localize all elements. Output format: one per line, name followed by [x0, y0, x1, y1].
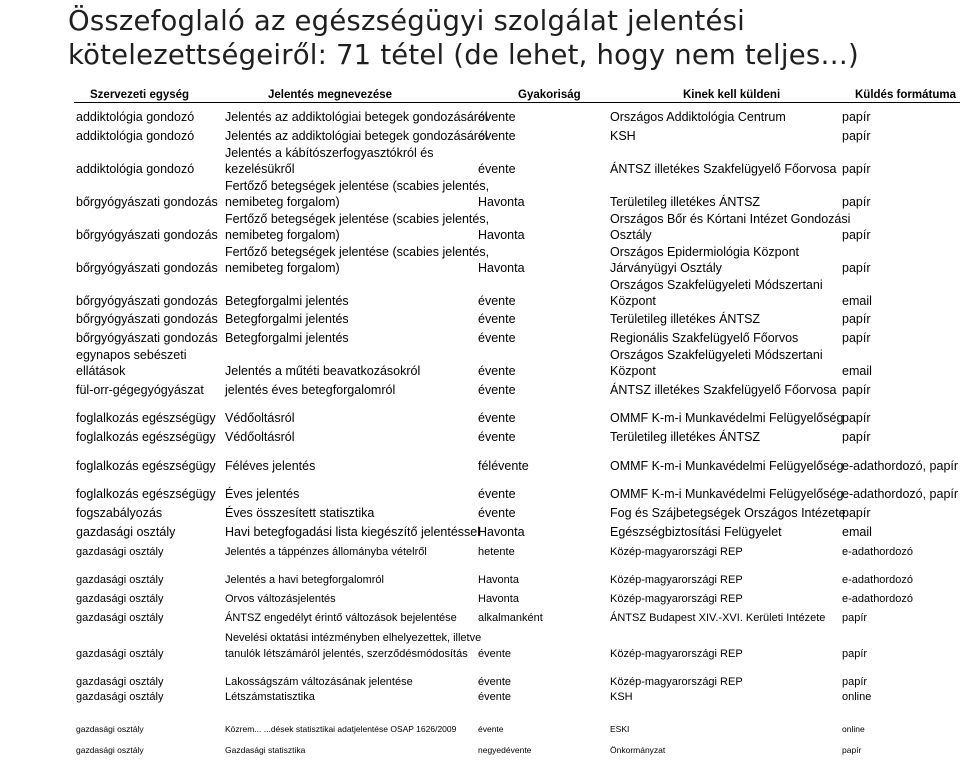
table-cell: [76, 293, 218, 309]
cell-line: évente: [478, 331, 516, 345]
cell-line: tanulók létszámáról jelentés, szerződésmódosítás: [225, 648, 468, 660]
cell-line: Havonta: [478, 228, 525, 242]
cell-line: Járványügyi Osztály: [610, 261, 722, 275]
table-cell: [610, 505, 846, 521]
cell-line: Védőoltásról: [225, 430, 295, 444]
cell-line: gazdasági osztály: [76, 612, 164, 624]
cell-line: Féléves jelentés: [225, 459, 316, 473]
cell-line: Országos Epidermiológia Központ: [610, 245, 799, 259]
cell-line: Nevelési oktatási intézményben elhelyezettek, illetve: [225, 632, 482, 644]
cell-line: Havonta: [478, 195, 525, 209]
table-cell: [76, 646, 163, 662]
table-cell: [610, 347, 823, 379]
header-divider: [74, 102, 960, 103]
cell-line: addiktológia gondozó: [76, 110, 195, 124]
table-cell: [225, 178, 489, 210]
cell-line: Országos Szakfelügyeleti Módszertani: [610, 348, 823, 362]
table-cell: [478, 429, 516, 445]
cell-line: évente: [478, 383, 516, 397]
cell-line: Fertőző betegségek jelentése (scabies jelentés,: [225, 245, 490, 259]
cell-line: Központ: [610, 364, 656, 378]
cell-line: Havonta: [478, 525, 525, 539]
cell-line: Jelentés a műtéti beavatkozásokról: [225, 364, 421, 378]
cell-line: papír: [842, 312, 871, 326]
cell-line: Közrem... ...dések statisztikai adatjelentése OSAP 1626/2009: [225, 724, 457, 734]
cell-line: évente: [478, 110, 516, 124]
table-cell: [842, 689, 871, 705]
cell-line: bőrgyógyászati gondozás: [76, 312, 218, 326]
cell-line: nemibeteg forgalom): [225, 261, 340, 275]
cell-line: évente: [478, 430, 516, 444]
cell-line: OMMF K-m-i Munkavédelmi Felügyelőség: [610, 487, 844, 501]
cell-line: jelentés éves betegforgalomról: [225, 383, 396, 397]
cell-line: Központ: [610, 294, 656, 308]
table-cell: [76, 382, 204, 398]
table-cell: [610, 244, 799, 276]
table-cell: [610, 382, 836, 398]
table-cell: [478, 458, 529, 474]
cell-line: gazdasági osztály: [76, 691, 164, 703]
table-cell: [478, 311, 516, 327]
table-cell: [478, 227, 525, 243]
table-cell: [76, 161, 194, 177]
cell-line: évente: [478, 162, 516, 176]
cell-line: gazdasági osztály: [76, 724, 144, 734]
table-cell: [225, 429, 295, 445]
header-recipient: Kinek kell küldeni: [683, 89, 781, 101]
cell-line: egynapos sebészeti: [76, 348, 187, 362]
cell-line: évente: [478, 691, 512, 703]
table-cell: [76, 610, 163, 626]
table-cell: [842, 161, 871, 177]
cell-line: félévente: [478, 459, 529, 473]
cell-line: papír: [842, 745, 862, 755]
cell-line: negyedévente: [478, 745, 532, 755]
cell-line: évente: [478, 364, 516, 378]
cell-line: papír: [842, 430, 871, 444]
cell-line: papír: [842, 162, 871, 176]
cell-line: online: [842, 691, 872, 703]
cell-line: Fertőző betegségek jelentése (scabies jelentés,: [225, 212, 490, 226]
cell-line: e-adathordozó: [842, 574, 913, 586]
cell-line: Közép-magyarországi REP: [610, 574, 743, 586]
table-cell: [225, 724, 456, 734]
table-cell: [610, 724, 629, 734]
title-line-1: Összefoglaló az egészségügyi szolgálat jelentési: [68, 5, 746, 37]
cell-line: kezelésükről: [225, 162, 295, 176]
cell-line: Jelentés a táppénzes állományba vételről: [225, 546, 427, 558]
cell-line: bőrgyógyászati gondozás: [76, 261, 218, 275]
cell-line: bőrgyógyászati gondozás: [76, 294, 218, 308]
table-cell: [76, 410, 216, 426]
table-cell: [842, 109, 871, 125]
table-cell: [76, 109, 194, 125]
cell-line: Havonta: [478, 593, 519, 605]
table-cell: [610, 458, 843, 474]
cell-line: Területileg illetékes ÁNTSZ: [610, 195, 761, 209]
cell-line: évente: [478, 312, 516, 326]
table-cell: [225, 674, 413, 690]
cell-line: évente: [478, 411, 516, 425]
cell-line: évente: [478, 129, 516, 143]
table-cell: [842, 293, 872, 309]
table-cell: [478, 410, 516, 426]
table-cell: [225, 244, 489, 276]
cell-line: Önkormányzat: [610, 745, 666, 755]
cell-line: Egészségbiztosítási Felügyelet: [610, 525, 782, 539]
table-cell: [76, 227, 218, 243]
table-cell: [225, 591, 336, 607]
table-cell: [76, 128, 194, 144]
cell-line: papír: [842, 411, 871, 425]
table-cell: [842, 674, 867, 690]
table-cell: [76, 572, 163, 588]
cell-line: Területileg illetékes ÁNTSZ: [610, 430, 761, 444]
cell-line: gazdasági osztály: [76, 676, 164, 688]
cell-line: fogszabályozás: [76, 506, 163, 520]
table-cell: [610, 486, 843, 502]
cell-line: KSH: [610, 691, 633, 703]
table-cell: [610, 311, 760, 327]
cell-line: ESKI: [610, 724, 630, 734]
table-cell: [478, 330, 516, 346]
cell-line: Gazdasági statisztika: [225, 745, 306, 755]
table-cell: [842, 544, 913, 560]
table-cell: [478, 505, 516, 521]
cell-line: Betegforgalmi jelentés: [225, 294, 349, 308]
table-cell: [225, 330, 349, 346]
table-cell: [478, 363, 516, 379]
table-cell: [225, 145, 433, 177]
table-cell: [225, 630, 481, 662]
cell-line: papír: [842, 129, 871, 143]
table-cell: [76, 429, 216, 445]
title-line-2: kötelezettségeiről: 71 tétel (de lehet, hogy nem teljes…): [68, 39, 859, 71]
table-cell: [225, 544, 427, 560]
cell-line: OMMF K-m-i Munkavédelmi Felügyelőség: [610, 459, 844, 473]
cell-line: Fertőző betegségek jelentése (scabies jelentés,: [225, 179, 490, 193]
table-cell: [225, 109, 488, 125]
cell-line: hetente: [478, 546, 515, 558]
table-cell: [842, 260, 871, 276]
cell-line: e-adathordozó: [842, 546, 913, 558]
table-cell: [842, 410, 871, 426]
table-cell: [610, 544, 743, 560]
cell-line: Területileg illetékes ÁNTSZ: [610, 312, 761, 326]
table-cell: [76, 260, 218, 276]
cell-line: papír: [842, 195, 871, 209]
cell-line: Létszámstatisztika: [225, 691, 315, 703]
table-cell: [610, 524, 782, 540]
cell-line: Fog és Szájbetegségek Országos Intézete: [610, 506, 846, 520]
table-cell: [225, 382, 395, 398]
table-cell: [225, 211, 489, 243]
table-cell: [842, 382, 871, 398]
table-cell: [842, 505, 871, 521]
cell-line: online: [842, 724, 865, 734]
table-cell: [478, 128, 516, 144]
table-cell: [478, 293, 516, 309]
cell-line: évente: [478, 724, 504, 734]
table-cell: [76, 347, 187, 379]
cell-line: e-adathordozó, papír: [842, 487, 959, 501]
table-cell: [842, 591, 913, 607]
page-title: [68, 4, 948, 72]
cell-line: ÁNTSZ illetékes Szakfelügyelő Főorvosa: [610, 162, 837, 176]
table-cell: [225, 689, 315, 705]
header-format: Küldés formátuma: [855, 89, 956, 101]
table-cell: [225, 524, 480, 540]
table-cell: [478, 544, 515, 560]
cell-line: papír: [842, 648, 868, 660]
cell-line: Regionális Szakfelügyelő Főorvos: [610, 331, 799, 345]
table-cell: [478, 674, 511, 690]
cell-line: Orvos változásjelentés: [225, 593, 336, 605]
header-frequency: Gyakoriság: [518, 89, 581, 101]
cell-line: foglalkozás egészségügy: [76, 487, 216, 501]
cell-line: Betegforgalmi jelentés: [225, 331, 349, 345]
cell-line: ÁNTSZ engedélyt érintő változások bejelentése: [225, 612, 457, 624]
table-cell: [842, 524, 872, 540]
table-cell: [76, 689, 163, 705]
cell-line: KSH: [610, 129, 636, 143]
cell-line: Védőoltásról: [225, 411, 295, 425]
table-cell: [478, 745, 531, 755]
cell-line: gazdasági osztály: [76, 546, 164, 558]
table-cell: [610, 410, 843, 426]
cell-line: Havonta: [478, 261, 525, 275]
table-cell: [610, 161, 836, 177]
table-cell: [225, 293, 349, 309]
table-cell: [76, 486, 216, 502]
cell-line: Jelentés az addiktológiai betegek gondozásáról: [225, 110, 488, 124]
table-cell: [478, 572, 519, 588]
cell-line: Jelentés a kábítószerfogyasztókról és: [225, 146, 434, 160]
table-cell: [225, 363, 420, 379]
cell-line: email: [842, 364, 872, 378]
table-cell: [610, 128, 636, 144]
header-unit: Szervezeti egység: [90, 89, 190, 101]
cell-line: évente: [478, 648, 512, 660]
cell-line: Országos Addiktológia Centrum: [610, 110, 786, 124]
header-report: Jelentés megnevezése: [268, 89, 393, 101]
table-cell: [610, 109, 786, 125]
table-cell: [76, 674, 163, 690]
cell-line: Éves jelentés: [225, 487, 300, 501]
cell-line: email: [842, 525, 872, 539]
table-cell: [76, 524, 175, 540]
table-cell: [610, 572, 743, 588]
table-cell: [842, 330, 871, 346]
cell-line: papír: [842, 383, 871, 397]
cell-line: papír: [842, 612, 868, 624]
table-cell: [610, 194, 760, 210]
table-cell: [76, 330, 218, 346]
table-cell: [610, 429, 760, 445]
cell-line: OMMF K-m-i Munkavédelmi Felügyelőség: [610, 411, 844, 425]
table-cell: [225, 128, 488, 144]
table-cell: [225, 311, 349, 327]
cell-line: ÁNTSZ Budapest XIV.-XVI. Kerületi Intézete: [610, 612, 826, 624]
cell-line: évente: [478, 676, 512, 688]
table-cell: [842, 227, 871, 243]
cell-line: Betegforgalmi jelentés: [225, 312, 349, 326]
cell-line: foglalkozás egészségügy: [76, 430, 216, 444]
cell-line: gazdasági osztály: [76, 745, 144, 755]
cell-line: addiktológia gondozó: [76, 129, 195, 143]
cell-line: Lakosságszám változásának jelentése: [225, 676, 413, 688]
cell-line: bőrgyógyászati gondozás: [76, 195, 218, 209]
table-cell: [225, 610, 457, 626]
cell-line: Jelentés az addiktológiai betegek gondozásáról: [225, 129, 488, 143]
cell-line: papír: [842, 331, 871, 345]
cell-line: ellátások: [76, 364, 126, 378]
table-cell: [842, 486, 958, 502]
table-cell: [842, 429, 871, 445]
cell-line: Közép-magyarországi REP: [610, 676, 743, 688]
table-cell: [225, 486, 299, 502]
table-cell: [842, 363, 872, 379]
cell-line: gazdasági osztály: [76, 574, 164, 586]
table-cell: [610, 211, 850, 243]
table-cell: [610, 277, 823, 309]
cell-line: Osztály: [610, 228, 652, 242]
cell-line: gazdasági osztály: [76, 525, 176, 539]
table-cell: [478, 382, 516, 398]
table-cell: [842, 128, 871, 144]
cell-line: e-adathordozó, papír: [842, 459, 959, 473]
cell-line: nemibeteg forgalom): [225, 195, 340, 209]
cell-line: bőrgyógyászati gondozás: [76, 331, 218, 345]
table-cell: [842, 745, 861, 755]
cell-line: email: [842, 294, 872, 308]
table-cell: [478, 109, 516, 125]
cell-line: fül-orr-gégegyógyászat: [76, 383, 204, 397]
cell-line: ÁNTSZ illetékes Szakfelügyelő Főorvosa: [610, 383, 837, 397]
table-cell: [478, 610, 543, 626]
table-cell: [478, 524, 525, 540]
table-cell: [225, 745, 305, 755]
cell-line: évente: [478, 506, 516, 520]
table-cell: [478, 646, 511, 662]
table-cell: [76, 544, 163, 560]
cell-line: papír: [842, 676, 868, 688]
cell-line: foglalkozás egészségügy: [76, 459, 216, 473]
table-cell: [478, 260, 525, 276]
table-cell: [610, 745, 665, 755]
table-cell: [478, 194, 525, 210]
cell-line: Jelentés a havi betegforgalomról: [225, 574, 384, 586]
table-cell: [225, 410, 295, 426]
table-cell: [610, 646, 743, 662]
table-cell: [76, 311, 218, 327]
cell-line: Havonta: [478, 574, 519, 586]
table-cell: [610, 591, 743, 607]
table-cell: [478, 486, 516, 502]
cell-line: évente: [478, 294, 516, 308]
table-cell: [225, 458, 315, 474]
cell-line: nemibeteg forgalom): [225, 228, 340, 242]
table-cell: [225, 572, 384, 588]
cell-line: papír: [842, 228, 871, 242]
cell-line: papír: [842, 506, 871, 520]
cell-line: évente: [478, 487, 516, 501]
table-cell: [76, 591, 163, 607]
cell-line: Közép-magyarországi REP: [610, 648, 743, 660]
table-cell: [478, 724, 504, 734]
table-cell: [610, 610, 825, 626]
table-cell: [76, 724, 144, 734]
table-cell: [842, 572, 913, 588]
table-cell: [842, 194, 871, 210]
table-cell: [842, 311, 871, 327]
table-cell: [610, 689, 633, 705]
table-cell: [610, 674, 743, 690]
table-cell: [76, 745, 144, 755]
cell-line: addiktológia gondozó: [76, 162, 195, 176]
cell-line: Közép-magyarországi REP: [610, 593, 743, 605]
cell-line: Havi betegfogadási lista kiegészítő jelentéssel: [225, 525, 481, 539]
table-cell: [478, 689, 511, 705]
table-cell: [76, 458, 216, 474]
cell-line: Közép-magyarországi REP: [610, 546, 743, 558]
cell-line: alkalmanként: [478, 612, 543, 624]
cell-line: Országos Szakfelügyeleti Módszertani: [610, 278, 823, 292]
table-cell: [842, 646, 867, 662]
cell-line: papír: [842, 110, 871, 124]
cell-line: Országos Bőr és Kórtani Intézet Gondozási: [610, 212, 851, 226]
table-cell: [76, 505, 162, 521]
cell-line: foglalkozás egészségügy: [76, 411, 216, 425]
table-cell: [478, 161, 516, 177]
cell-line: Éves összesített statisztika: [225, 506, 375, 520]
table-cell: [842, 610, 867, 626]
cell-line: e-adathordozó: [842, 593, 913, 605]
table-cell: [478, 591, 519, 607]
table-cell: [842, 458, 958, 474]
table-cell: [610, 330, 798, 346]
table-cell: [76, 194, 218, 210]
cell-line: gazdasági osztály: [76, 593, 164, 605]
cell-line: bőrgyógyászati gondozás: [76, 228, 218, 242]
table-cell: [842, 724, 865, 734]
cell-line: gazdasági osztály: [76, 648, 164, 660]
cell-line: papír: [842, 261, 871, 275]
table-cell: [225, 505, 374, 521]
